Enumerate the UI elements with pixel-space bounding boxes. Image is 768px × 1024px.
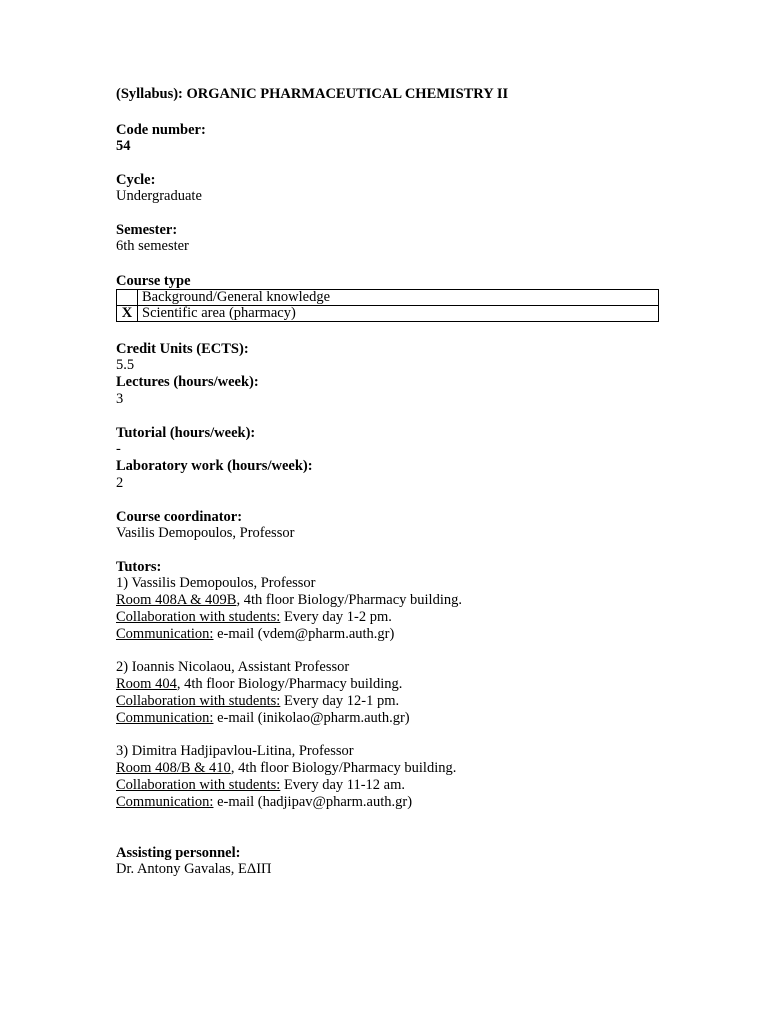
room-label: Room 404	[116, 676, 177, 692]
course-type-label: Course type	[116, 273, 191, 289]
credits-value: 5.5	[116, 357, 135, 373]
room-label: Room 408/B & 410	[116, 760, 231, 776]
code-value: 54	[116, 138, 131, 154]
room-details: , 4th floor Biology/Pharmacy building.	[230, 760, 457, 776]
collaboration-label: Collaboration with students:	[116, 693, 281, 709]
tutor-name: 2) Ioannis Nicolaou, Assistant Professor	[116, 659, 350, 675]
collaboration-value: Every day 1-2 pm.	[280, 609, 392, 625]
semester-value: 6th semester	[116, 238, 189, 254]
tutorial-value: -	[116, 441, 121, 457]
collaboration-value: Every day 12-1 pm.	[280, 693, 400, 709]
tutor-collaboration	[116, 777, 405, 794]
course-type-mark	[117, 290, 138, 306]
communication-label: Communication:	[116, 626, 214, 642]
coordinator-label: Course coordinator:	[116, 509, 243, 525]
tutors-label: Tutors:	[116, 559, 162, 575]
room-details: , 4th floor Biology/Pharmacy building.	[176, 676, 403, 692]
credits-label: Credit Units (ECTS):	[116, 341, 249, 357]
communication-value: e-mail (vdem@pharm.auth.gr)	[213, 626, 395, 642]
room-details: , 4th floor Biology/Pharmacy building.	[236, 592, 462, 608]
collaboration-label: Collaboration with students:	[116, 609, 281, 625]
communication-label: Communication:	[116, 710, 214, 726]
collaboration-value: Every day 11-12 am.	[280, 777, 406, 793]
assisting-label: Assisting personnel:	[116, 845, 241, 861]
course-type-table	[116, 289, 659, 322]
lectures-label: Lectures (hours/week):	[116, 374, 259, 390]
semester-label: Semester:	[116, 222, 178, 238]
tutor-communication	[116, 710, 410, 727]
lab-value: 2	[116, 475, 124, 491]
coordinator-value: Vasilis Demopoulos, Professor	[116, 525, 295, 541]
tutor-collaboration	[116, 693, 399, 710]
cycle-label: Cycle:	[116, 172, 156, 188]
course-type-option: Scientific area (pharmacy)	[138, 306, 659, 322]
course-type-mark: X	[117, 306, 138, 322]
lectures-value: 3	[116, 391, 124, 407]
tutor-name: 3) Dimitra Hadjipavlou-Litina, Professor	[116, 743, 354, 759]
communication-label: Communication:	[116, 794, 214, 810]
code-label: Code number:	[116, 122, 206, 138]
tutor-room	[116, 592, 462, 609]
assisting-value: Dr. Antony Gavalas, ΕΔΙΠ	[116, 861, 272, 877]
communication-value: e-mail (hadjipav@pharm.auth.gr)	[213, 794, 413, 810]
course-type-option: Background/General knowledge	[138, 290, 659, 306]
table-row	[117, 290, 659, 306]
collaboration-label: Collaboration with students:	[116, 777, 281, 793]
document-title: (Syllabus): ORGANIC PHARMACEUTICAL CHEMISTRY II	[116, 86, 509, 102]
tutor-room	[116, 676, 402, 693]
tutor-communication	[116, 626, 394, 643]
table-row	[117, 306, 659, 322]
tutor-collaboration	[116, 609, 392, 626]
tutor-room	[116, 760, 456, 777]
room-label: Room 408A & 409B	[116, 592, 237, 608]
tutor-name: 1) Vassilis Demopoulos, Professor	[116, 575, 316, 591]
lab-label: Laboratory work (hours/week):	[116, 458, 313, 474]
tutorial-label: Tutorial (hours/week):	[116, 425, 256, 441]
tutor-communication	[116, 794, 412, 811]
cycle-value: Undergraduate	[116, 188, 202, 204]
communication-value: e-mail (inikolao@pharm.auth.gr)	[213, 710, 410, 726]
